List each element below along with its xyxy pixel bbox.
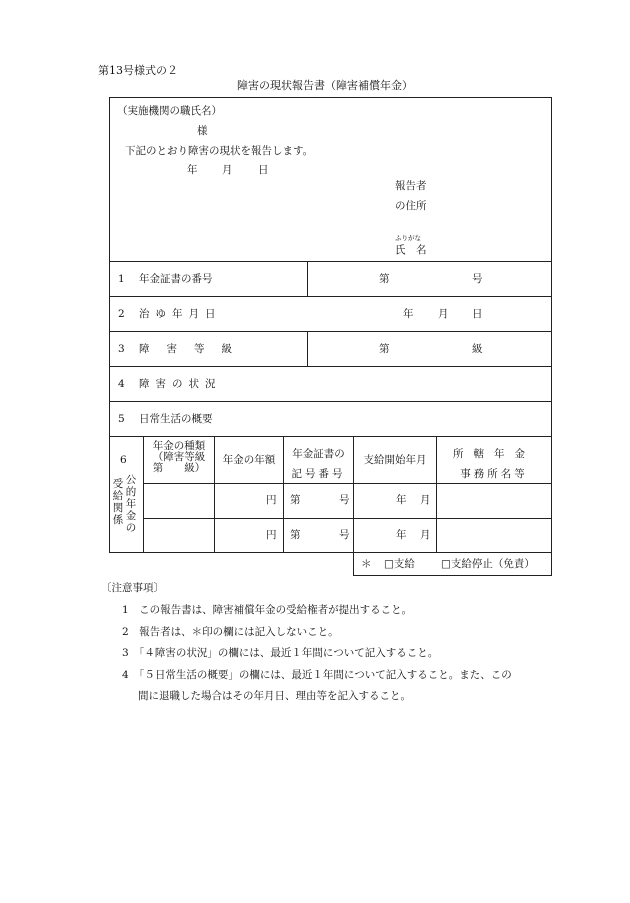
status-stopped-checkbox[interactable]: □支給停止（免責） [441,558,535,570]
notes-heading: 〔注意事項〕 [101,582,164,594]
section6-number: 6 [120,454,127,466]
row2-label: 治ゆ年月日 [139,308,222,320]
row2-day: 日 [472,308,483,320]
row6a-month: 月 [420,494,431,506]
name-label: 氏 名 [395,244,427,256]
row3-label: 障害等級 [139,343,249,355]
date-day: 日 [258,164,269,176]
row3-number: 3 [118,343,125,355]
row3-kyu: 級 [472,343,483,355]
status-paid-checkbox[interactable]: □支給 [384,558,415,570]
col-header-office: 所轄年金 事務所名等 [453,448,535,480]
row1-dai: 第 [379,273,390,285]
row1-label: 年金証書の番号 [139,273,213,285]
col-header-certificate: 年金証書の 記号番号 [291,448,346,480]
status-mark: ＊ [361,558,372,570]
col-header-start-month: 支給開始年月 [363,454,427,466]
row-divider [109,366,552,367]
section6-side-left: 受給関係 [112,478,124,526]
reporter-label: 報告者 [395,180,427,192]
report-statement: 下記のとおり障害の現状を報告します。 [125,145,314,157]
row-divider [143,518,552,519]
date-year: 年 [187,164,198,176]
form-number: 第13号様式の２ [98,64,178,77]
row3-dai: 第 [379,343,390,355]
row6b-dai: 第 [290,529,301,541]
page-title: 障害の現状報告書（障害補償年金） [237,79,413,92]
col-divider [307,261,308,296]
row-divider [109,331,552,332]
row1-go: 号 [472,273,483,285]
row-divider [109,436,552,437]
row5-label: 日常生活の概要 [139,413,213,425]
col-divider [214,436,215,552]
furigana-label: ふりがな [395,234,421,242]
row6b-year: 年 [396,529,407,541]
row1-number: 1 [118,273,125,285]
table-border-bottom [109,552,552,553]
section6-side-right: 公的年金の [125,474,137,534]
status-box-bottom [353,575,552,576]
row6b-go: 号 [339,529,350,541]
row4-label: 障害の状況 [139,378,222,390]
col-divider [307,331,308,366]
row6a-dai: 第 [290,494,301,506]
reporter-address-label: の住所 [395,200,427,212]
row2-number: 2 [118,308,125,320]
row-divider [109,296,552,297]
row5-number: 5 [118,413,125,425]
row6b-yen: 円 [266,529,277,541]
col-header-pension-amount: 年金の年額 [222,454,276,466]
table-border-top [109,97,552,98]
row-divider [109,401,552,402]
row4-number: 4 [118,378,125,390]
honorific: 様 [197,125,208,137]
row6a-yen: 円 [266,494,277,506]
note-item-continuation: 間に退職した場合はその年月日、理由等を記入すること。 [138,690,411,702]
recipient-label: （実施機関の職氏名） [117,105,222,117]
row2-month: 月 [438,308,449,320]
col-header-pension-kind: 年金の種類 （障害等級 第 級） [152,440,206,474]
note-item: 3 「４障害の状況」の欄には、最近１年間について記入すること。 [122,647,439,659]
row2-year: 年 [403,308,414,320]
note-item: 1 この報告書は、障害補償年金の受給権者が提出すること。 [122,604,413,616]
date-month: 月 [222,164,233,176]
row-divider [109,261,552,262]
note-item: 2 報告者は、＊印の欄には記入しないこと。 [122,626,339,638]
note-item: 4 「５日常生活の概要」の欄には、最近１年間について記入すること。また、この [122,669,512,681]
row6a-go: 号 [339,494,350,506]
row6b-month: 月 [420,529,431,541]
row6a-year: 年 [396,494,407,506]
table-border-right [551,97,552,576]
table-border-left [109,97,110,552]
